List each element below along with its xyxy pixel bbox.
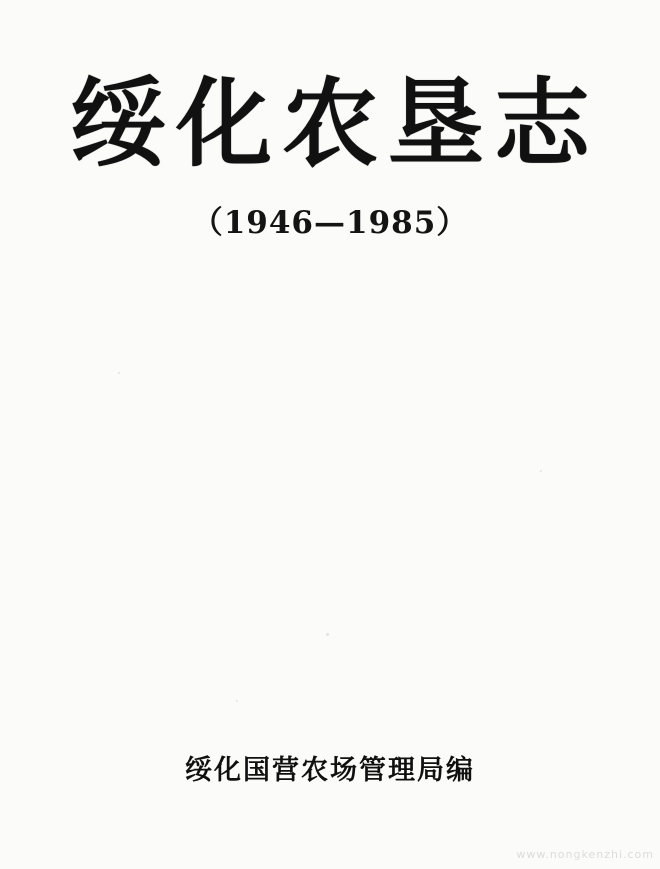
scan-speck	[118, 372, 120, 374]
scan-speck	[326, 633, 329, 636]
scan-speck	[540, 470, 542, 472]
watermark-text: www.nongkenzhi.com	[516, 848, 654, 861]
book-title: 绥化农垦志	[70, 68, 600, 180]
scan-speck	[236, 700, 238, 702]
title-block	[0, 68, 660, 242]
year-range: （1946—1985）	[191, 204, 469, 241]
publisher-line: 绥化国营农场管理局编	[185, 755, 475, 786]
